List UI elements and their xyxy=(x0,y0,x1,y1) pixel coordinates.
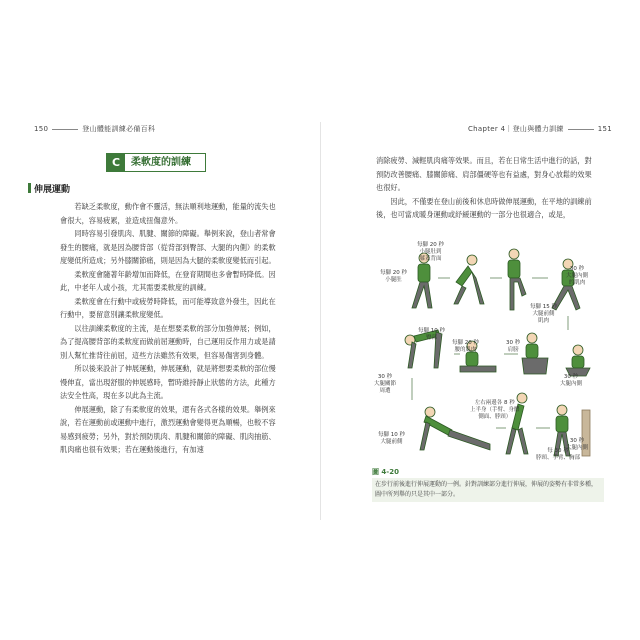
callout: 每腳 10 秒 臀部 xyxy=(418,328,445,341)
figure-label: 圖 4-20 xyxy=(372,468,399,476)
callout: 30 秒 肩膀 xyxy=(506,340,521,353)
callout: 左右兩邊各 8 秒 上半身（手臂、身體 側面、脖頸） xyxy=(470,400,520,420)
right-body-text xyxy=(376,154,598,222)
section-title: 柔軟度的訓練 xyxy=(131,157,191,168)
right-page-number: 151 xyxy=(597,125,612,133)
right-running-title: Chapter 4｜登山與體力訓練 xyxy=(467,125,564,133)
paragraph: 因此，不僅要在登山前後和休息時做伸展運動，在平地的訓練前後，也可當成暖身運動或紓緩運動的一部分也很適合，或是， xyxy=(376,196,592,219)
left-page-header xyxy=(34,124,155,134)
page-gutter xyxy=(320,122,321,520)
paragraph: 以往訓練柔軟度的主流，是在想要柔軟的部分加強伸展；例如，為了提高腰背部的柔軟度而做前屈運動時，自己運用反作用力或是請別人幫忙推背往前屈，這些方法雖然有效果，但容易傷害到身體。 xyxy=(60,323,276,360)
subheading: 伸展運動 xyxy=(34,182,70,195)
callout: 30 秒 大腿關節 周遭 xyxy=(374,374,397,394)
left-running-title: 登山體能訓練必備百科 xyxy=(82,125,156,133)
paragraph: 若缺乏柔軟度，動作會不靈活，無法順利地運動，能量的流失也會很大，容易疲累，並造成扭傷意外。 xyxy=(60,202,276,225)
callout: 30 秒 大腿內側 xyxy=(560,374,583,387)
section-letter: C xyxy=(107,154,125,171)
paragraph: 柔軟度會在行動中或疲勞時降低，而可能導致意外發生，因此在行動中，要留意別讓柔軟度變低。 xyxy=(60,296,276,319)
paragraph: 伸展運動，除了有柔軟度的效果，還有各式各樣的效果。舉例來說，若在運動前或運動中進行，激烈運動會變得更為順暢，也較不容易感到疲勞；另外，對於預防肌肉、肌腱和關節的障礙、肌肉抽筋、肌肉痛也很有效果；若在運動後進行，有加速 xyxy=(60,404,276,454)
callout: 每 30 秒 脖頸、手臂、胸部 xyxy=(536,448,581,461)
paragraph: 所以後來設計了伸展運動，伸展運動，就是將想要柔軟的部位慢慢伸直，當出現舒服的伸展感時，暫時維持靜止狀態的方法，此種方法安全性高，現在多以此為主流。 xyxy=(60,364,276,400)
paragraph: 柔軟度會隨著年齡增加而降低，在登育期間也多會暫時降低。因此，中老年人或小孩，尤其需要柔軟度的訓練。 xyxy=(60,269,276,292)
paragraph: 消除疲勞、減輕肌肉痛等效果。而且，若在日常生活中進行的話，對預防改善腰痛、膝關節痛、肩部僵硬等也有益處，對身心放鬆的效果也很好。 xyxy=(376,156,592,192)
figure-butterfly xyxy=(566,345,590,376)
paragraph: 同時容易引發肌肉、肌腱、關節的障礙。舉例來說，登山者常會發生的腰痛，就是因為腰背部（從背部到臀部、大腿的內側）的柔軟度變低所造成；另外膝關節痛，則是因為大腿的柔軟度變低而引起。 xyxy=(60,229,276,265)
left-body-text xyxy=(60,200,282,457)
figure-caption: 在步行前後進行伸展運動的一例。針對訓練部分進行伸展，伸展的姿勢有非常多種，圖中所列舉的只是其中一部分。 xyxy=(372,478,604,502)
left-page-number: 150 xyxy=(34,125,49,133)
callout: 每腳 10 秒 大腿前側 xyxy=(378,432,405,445)
callout: 每腳 20 秒 小腿肚到 膝蓋背面 xyxy=(417,242,444,262)
figure-lean-stretch xyxy=(454,255,484,304)
figure-quad-stretch xyxy=(508,249,526,310)
right-page-header xyxy=(468,124,612,134)
section-heading xyxy=(106,153,206,172)
callout: 30 秒 大腿內側 xyxy=(566,438,589,451)
callout: 每腳 20 秒 腰的肌肉 xyxy=(452,340,479,353)
callout: 每腳 20 秒 小腿肚 xyxy=(380,270,407,283)
callout: 30 秒 大腿內側 的肌肉 xyxy=(566,266,589,286)
callout: 每腳 15 秒 大腿前側 肌肉 xyxy=(530,304,557,324)
figure-shoulder-stretch xyxy=(522,333,548,374)
